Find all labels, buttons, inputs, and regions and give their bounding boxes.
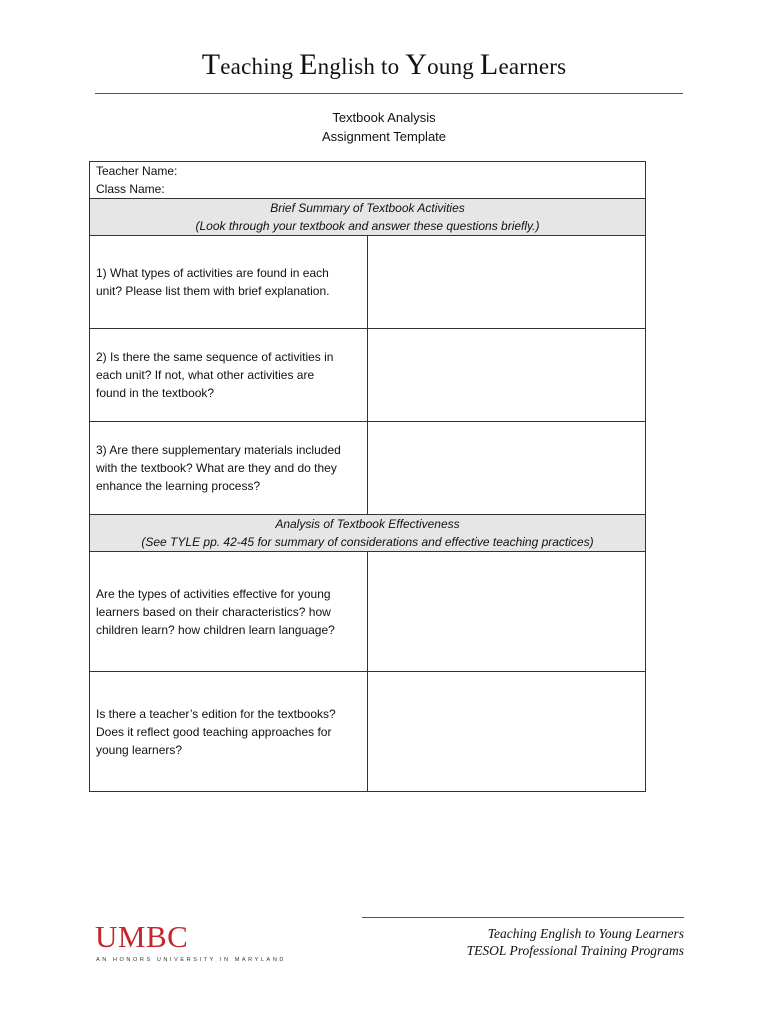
teacher-class-cell[interactable]: [90, 162, 646, 199]
teacher-name-label: Teacher Name:: [96, 164, 178, 178]
question-line: found in the textbook?: [96, 386, 215, 400]
title-rest-2: nglish to: [317, 54, 406, 79]
footer-divider: [362, 917, 684, 918]
title-cap-2: E: [299, 48, 318, 81]
question-line: 1) What types of activities are found in each: [96, 266, 329, 280]
section-header-summary: [90, 199, 646, 236]
question-line: 2) Is there the same sequence of activities in: [96, 350, 334, 364]
title-rest-1: eaching: [220, 54, 300, 79]
answer-cell[interactable]: [368, 422, 646, 515]
question-row: [90, 422, 646, 515]
section-title: Analysis of Textbook Effectiveness: [275, 517, 460, 531]
subtitle-line-2: Assignment Template: [321, 129, 447, 144]
class-name-label: Class Name:: [96, 182, 165, 196]
section-title: Brief Summary of Textbook Activities: [270, 201, 465, 215]
umbc-logo-tagline: AN HONORS UNIVERSITY IN MARYLAND: [96, 957, 286, 963]
title-cap-3: Y: [405, 48, 428, 81]
document-title: [0, 48, 768, 82]
question-line: children learn? how children learn language?: [96, 622, 335, 637]
title-cap-4: L: [479, 48, 499, 81]
question-line: with the textbook? What are they and do they: [96, 461, 337, 475]
question-line: Does it reflect good teaching approaches for: [96, 724, 332, 739]
question-cell: [90, 552, 368, 672]
question-cell: [90, 422, 368, 515]
teacher-class-row: [90, 162, 646, 199]
question-cell: [90, 672, 368, 792]
question-row: [90, 329, 646, 422]
analysis-table: [89, 161, 646, 792]
header-divider: [95, 93, 683, 94]
title-cap-1: T: [201, 48, 221, 81]
title-rest-3: oung: [427, 54, 480, 79]
document-subtitle: [0, 108, 768, 146]
title-rest-4: earners: [498, 54, 567, 79]
answer-cell[interactable]: [368, 329, 646, 422]
footer-line-1: Teaching English to Young Learners: [487, 926, 684, 941]
umbc-logo: UMBC: [95, 919, 189, 954]
footer-program-text: [467, 925, 684, 959]
question-line: Is there a teacher’s edition for the textbooks?: [96, 706, 336, 721]
section-subtitle: (Look through your textbook and answer these questions briefly.): [195, 219, 540, 233]
question-line: young learners?: [96, 742, 183, 757]
question-line: 3) Are there supplementary materials included: [96, 443, 341, 457]
footer-line-2: TESOL Professional Training Programs: [466, 943, 684, 958]
answer-cell[interactable]: [368, 672, 646, 792]
question-line: unit? Please list them with brief explanation.: [96, 284, 330, 298]
section-header-effectiveness: [90, 515, 646, 552]
section-header-cell: [90, 515, 646, 552]
answer-cell[interactable]: [368, 236, 646, 329]
question-row: [90, 552, 646, 672]
question-line: learners based on their characteristics? how: [96, 604, 331, 619]
question-cell: [90, 236, 368, 329]
answer-cell[interactable]: [368, 552, 646, 672]
question-line: each unit? If not, what other activities are: [96, 368, 315, 382]
question-line: enhance the learning process?: [96, 479, 261, 493]
section-subtitle: (See TYLE pp. 42-45 for summary of considerations and effective teaching practices): [141, 535, 594, 549]
section-header-cell: [90, 199, 646, 236]
question-row: [90, 236, 646, 329]
question-line: Are the types of activities effective for young: [96, 586, 331, 601]
question-cell: [90, 329, 368, 422]
question-row: [90, 672, 646, 792]
subtitle-line-1: Textbook Analysis: [332, 110, 436, 125]
